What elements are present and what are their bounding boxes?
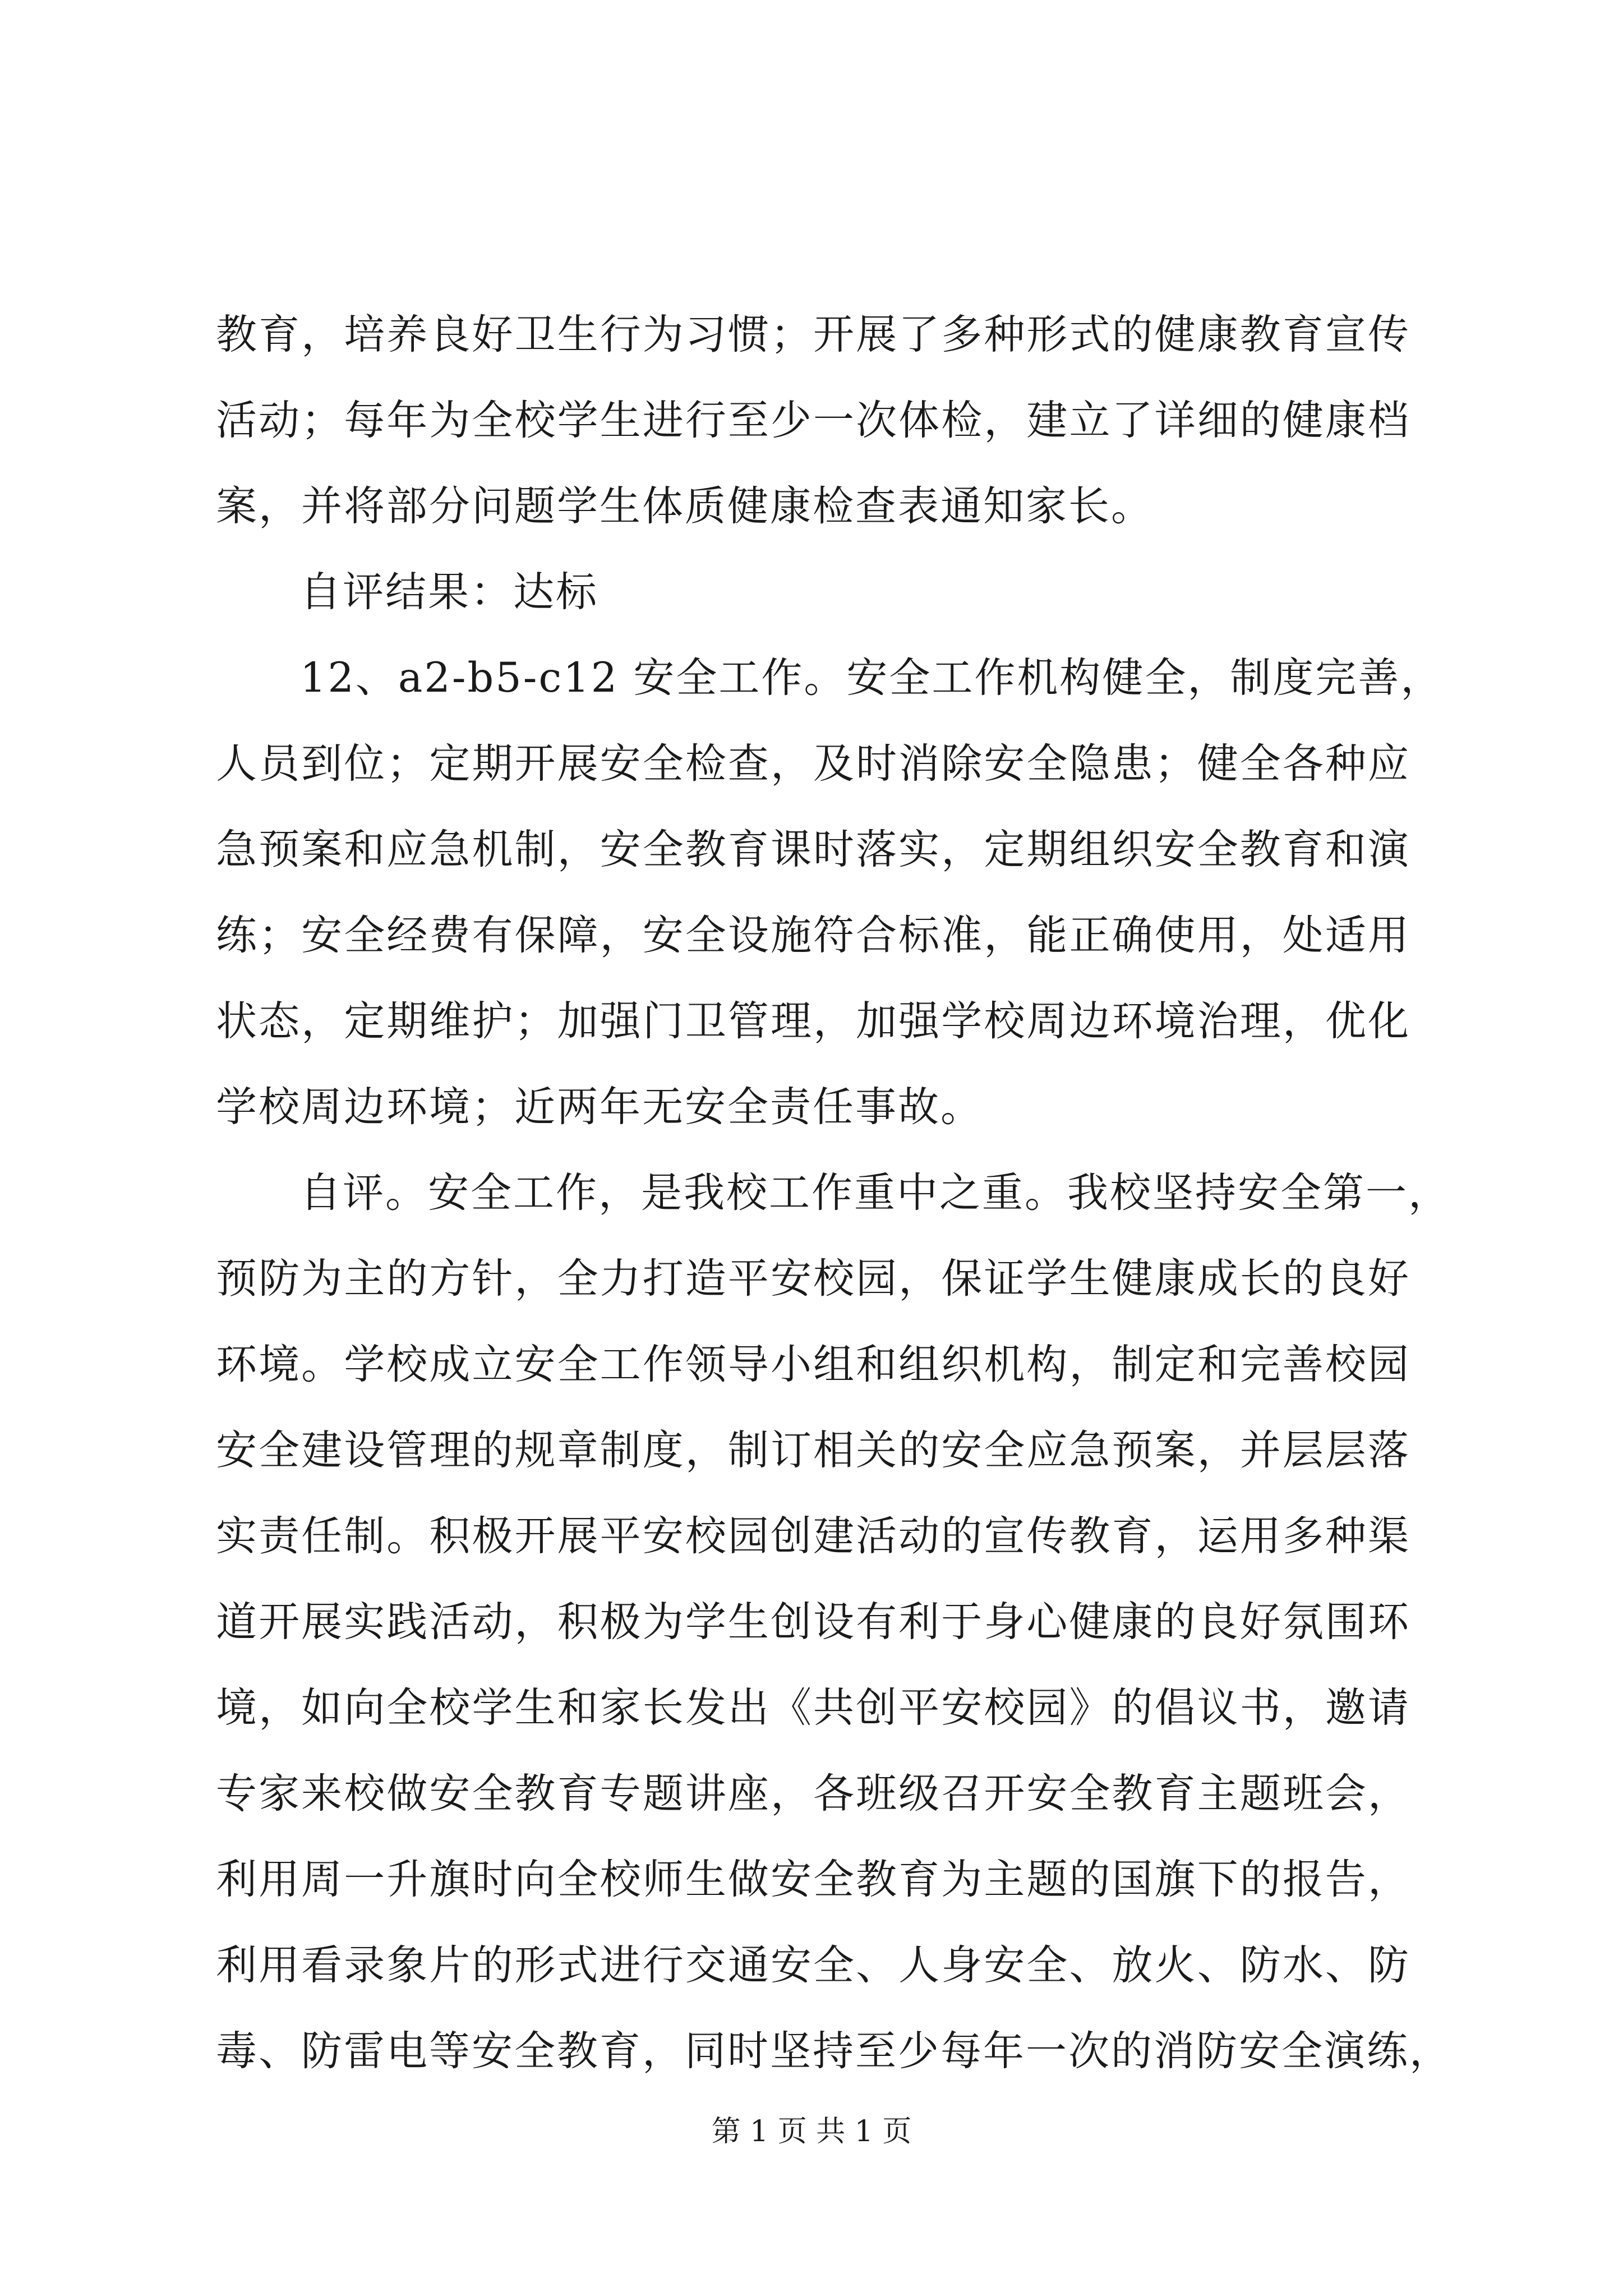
text-line: 环境。学校成立安全工作领导小组和组织机构，制定和完善校园 [216, 1341, 1410, 1388]
text-line: 利用看录象片的形式进行交通安全、人身安全、放火、防水、防 [216, 1941, 1410, 1989]
text-line: 道开展实践活动，积极为学生创设有利于身心健康的良好氛围环 [216, 1598, 1410, 1646]
document-body [216, 292, 1452, 2094]
text-line: 学校周边环境；近两年无安全责任事故。 [216, 1083, 983, 1131]
text-line: 境，如向全校学生和家长发出《共创平安校园》的倡议书，邀请 [216, 1684, 1410, 1732]
text-line: 自评结果：达标 [300, 568, 598, 616]
text-line: 预防为主的方针，全力打造平安校园，保证学生健康成长的良好 [216, 1255, 1410, 1303]
text-line: 练；安全经费有保障，安全设施符合标准，能正确使用，处适用 [216, 912, 1410, 959]
text-line: 人员到位；定期开展安全检查，及时消除安全隐患；健全各种应 [216, 740, 1410, 788]
text-line: 利用周一升旗时向全校师生做安全教育为主题的国旗下的报告， [216, 1856, 1410, 1903]
text-line: 急预案和应急机制，安全教育课时落实，定期组织安全教育和演 [216, 826, 1410, 873]
text-line: 实责任制。积极开展平安校园创建活动的宣传教育，运用多种渠 [216, 1512, 1410, 1560]
text-line: 12、a2-b5-c12 安全工作。安全工作机构健全，制度完善， [300, 654, 1444, 702]
text-line: 自评。安全工作，是我校工作重中之重。我校坚持安全第一， [300, 1169, 1451, 1217]
text-line: 案，并将部分问题学生体质健康检查表通知家长。 [216, 482, 1154, 530]
text-line: 状态，定期维护；加强门卫管理，加强学校周边环境治理，优化 [216, 997, 1410, 1045]
text-line: 毒、防雷电等安全教育，同时坚持至少每年一次的消防安全演练， [216, 2027, 1452, 2075]
text-line: 教育，培养良好卫生行为习惯；开展了多种形式的健康教育宣传 [216, 311, 1410, 358]
text-line: 活动；每年为全校学生进行至少一次体检，建立了详细的健康档 [216, 397, 1410, 444]
page-footer: 第 1 页 共 1 页 [711, 2115, 912, 2148]
text-line: 专家来校做安全教育专题讲座，各班级召开安全教育主题班会， [216, 1770, 1410, 1818]
text-line: 安全建设管理的规章制度，制订相关的安全应急预案，并层层落 [216, 1427, 1410, 1474]
